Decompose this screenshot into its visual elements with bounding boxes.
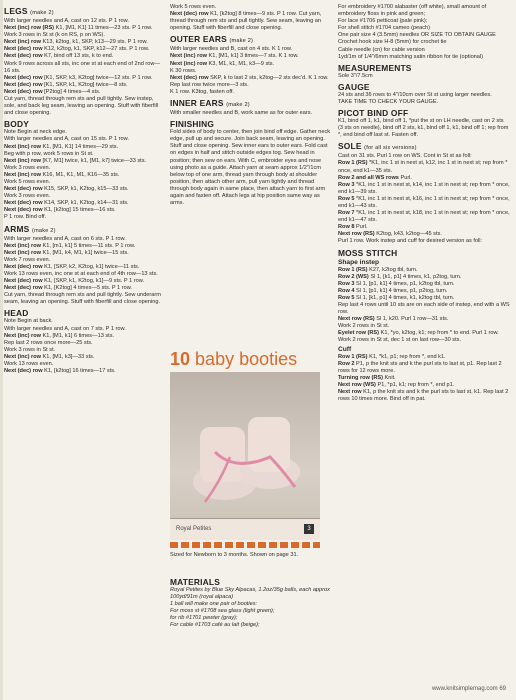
subheading-cuff: Cuff [338, 345, 352, 353]
section-heading-materials: MATERIALS [170, 577, 221, 587]
instruction-line: Row 5 Sl 1, [k1, p1] 4 times, k1, k2tog tbl, turn. [338, 294, 455, 301]
measurements-text [338, 73, 510, 80]
instruction-line: Turning row (RS) Knit. [338, 374, 396, 381]
instruction-line: Sole 3"/7.5cm [338, 72, 373, 79]
instruction-line: Next (inc) row K1, [M1, K1] 14 times—29 sts. [4, 143, 119, 150]
instruction-line: Next (dec) row K1, [SKP, k2, K2tog, k1] twice—11 sts. [4, 263, 140, 270]
instruction-line: Next (dec) row K12, k2tog, k1, SKP, k12—27 sts. P 1 row. [4, 46, 150, 53]
materials-section [170, 575, 332, 685]
arms-instructions [4, 236, 164, 307]
instruction-line: K1, bind off 1, k1, bind off 1, *put the st on LH needle, cast on 2 sts (3 sts on needle), bind off 2 sts, k1, bind off 1, k1, bind off 1; rep from *, end bind off last st. Fasten off. [338, 118, 509, 139]
instruction-line: 24 sts and 36 rows to 4"/10cm over St st using larger needles. [338, 91, 492, 98]
instruction-line: Work 9 rows across all sts, inc one st at each end of 2nd row—16 sts. [4, 60, 160, 74]
instruction-line: Cut yarn, thread through rem sts and pull tightly. Sew instep, sole, and back leg seam, leaving an opening. Stuff with fiberfill and close opening. [4, 96, 159, 117]
instruction-line: Next (inc) row K1, [M1, k4, M1, k1] twice—15 sts. [4, 249, 129, 256]
instruction-line: Next (inc) row K16, M1, K1, M1, K16—35 sts. [4, 171, 120, 178]
head-continued [170, 4, 332, 32]
decorative-stripe [170, 542, 320, 548]
photo-number-badge: 3 [304, 524, 314, 534]
instruction-line: Row 1 (RS) K1, *k1, p1; rep from *, end k1. [338, 353, 446, 360]
instruction-line: Beg with p row, work 5 rows in St st. [4, 150, 94, 157]
section-heading-inner-ears: INNER EARS (make 2) [170, 98, 250, 109]
instruction-line: Work 7 rows even. [4, 256, 51, 263]
instruction-line: Row 2 (WS) Sl 1, [k1, p1] 4 times, k1, p2tog, turn. [338, 273, 462, 280]
instruction-line: Work 2 rows in St st. [338, 323, 390, 330]
instruction-line: Cut yarn, thread through rem sts and pull tightly. Sew underarm seam, leaving an opening. Stuff with fiberfill and close opening. [4, 292, 161, 306]
section-heading-body: BODY [4, 119, 29, 130]
instruction-line: Row 8 Purl. [338, 224, 368, 231]
section-heading-measurements: MEASUREMENTS [338, 62, 412, 73]
finishing-instructions [170, 129, 332, 207]
page-footer: www.knitsimplemag.com 69 [431, 686, 506, 692]
instruction-line: Next (inc) row K3, M1, k1, M1, k3—9 sts. [170, 60, 275, 67]
instruction-line: for rib #1701 pewter (gray); [170, 615, 238, 622]
instruction-line: Next (dec) row K15, SKP, k1, K2tog, k15—33 sts. [4, 186, 129, 193]
moss-instructions [338, 267, 510, 345]
instruction-line: Row 2 and all WS rows Purl. [338, 174, 412, 181]
instruction-line: Note Begin at back. [4, 318, 53, 325]
instruction-line: Work 5 rows even. [4, 178, 51, 185]
pattern-title: 10 baby booties [170, 349, 298, 369]
instruction-line: Next (dec) row K1, [k2tog] 16 times—17 sts. [4, 368, 116, 375]
section-heading-arms: ARMS (make 2) [4, 223, 56, 234]
cuff-instructions [338, 354, 510, 404]
section-heading-finishing: FINISHING [170, 119, 215, 130]
instruction-line: Next (dec) row K1, [k2tog] 15 times—16 sts. [4, 207, 116, 214]
page-edge [0, 0, 3, 700]
instruction-line: Next (inc) row K1, [m1, k1] 5 times—11 sts. P 1 row. [4, 242, 136, 249]
subheading-instep: Shape instep [338, 258, 380, 266]
instruction-line: TAKE TIME TO CHECK YOUR GAUGE. [338, 98, 439, 105]
instruction-line: Next row (RS) Sl 1, k20. Purl 1 row—31 sts. [338, 316, 449, 323]
instruction-line: Next (inc) row K1, [M1, k1] 6 times—13 sts. [4, 332, 115, 339]
instruction-line: Eyelet row (RS) K1, *yo, k2tog, k1; rep from * to end. Purl 1 row. Work 2 rows in St st, dec 1 st on last row—30 sts. [338, 330, 499, 344]
instruction-line: Fold sides of body to center, then join bind off edge. Gather neck edge, pull up and secure. Join back seam, leaving an opening. Stuff and close opening. Sew inner ears to outer ears. Fold cast on edges in half and stitch outside edges tog. Sew head in position; then sew on ears. With C, embroider eyes and nose using photo as a guide. Attach yarn at seam approx 1/2"/1cm below top of one arm, thread yarn through body at shoulder position, then attach other arm, pull yarn tightly and thread through body again in same place, then attach yarn to first arm again and fasten off. Attach legs at hip position same way as arms. [170, 129, 331, 207]
instruction-line: K 1 row. K3tog, fasten off. [170, 88, 234, 95]
legs-instructions [4, 18, 164, 117]
instruction-line: Next row (WS) P1, *p1, k1; rep from *, end p1. [338, 381, 455, 388]
instruction-line: Cable needle (cn) for cable version [338, 46, 425, 53]
booties-photo [170, 372, 320, 540]
instruction-line: With smaller needles and B, work same as for outer ears. [170, 110, 313, 117]
instruction-line: For cable #1703 café au lait (beige); [170, 622, 260, 629]
instruction-line: Row 3 *K1, inc 1 st in next st, k14, inc 1 st in next st; rep from * once, end k1—39 sts. [338, 181, 510, 195]
instruction-line: Next (inc) row [K7, M1] twice, k1, [M1, k7] twice—33 sts. [4, 157, 147, 164]
instruction-line: Row 2 P1, p the knit sts and k the purl sts to last st, p1. Rep last 2 rows for 12 rows more. [338, 360, 502, 374]
instruction-line: Next row (RS) K2tog, k43, k2tog—45 sts. [338, 231, 442, 238]
instruction-line: Work 13 rows even, inc one st at each end of 4th row—13 sts. [4, 271, 158, 277]
instruction-line: Work 3 rows even. [4, 193, 51, 200]
instruction-line: Row 5 *K1, inc 1 st in next st, k16, inc 1 st in next st; rep from * once, end k1—43 sts. [338, 195, 510, 209]
instruction-line: Row 3 Sl 1, [p1, k1] 4 times, p1, k2tog tbl, turn. [338, 280, 455, 287]
instruction-line: Work 3 rows in St st. [4, 346, 56, 353]
section-heading-outer-ears: OUTER EARS (make 2) [170, 34, 254, 45]
section-heading-gauge: GAUGE [338, 81, 370, 92]
instruction-line: Next (dec) row [K1, SKP, k3, K2tog] twice—12 sts. P 1 row. [4, 74, 153, 81]
instruction-line: Work 5 rows even. [170, 4, 217, 10]
instruction-line: Next (dec) row [K1, SKP, k1, K2tog] twice—8 sts. [4, 81, 128, 88]
instruction-line: Next (dec) row K1, [K2tog] 4 times—5 sts. P 1 row. [4, 285, 132, 292]
instruction-line: Rep last row twice more—3 sts. [170, 81, 249, 88]
instruction-line: Rep last 4 rows until 10 sts are on each side of instep, end with a WS row. [338, 302, 510, 316]
instruction-line: Purl 1 row. Work instep and cuff for desired version as foll: [338, 238, 483, 245]
instruction-line: Crochet hook size H-8 (5mm) for crochet tie [338, 39, 447, 46]
instruction-line: Row 7 *K1, inc 1 st in next st, k18, inc 1 st in next st; rep from * once, end k1—47 sts. [338, 210, 510, 224]
instruction-line: Next (dec) row K1, [SKP, k1, K2tog, k1]—9 sts. P 1 row. [4, 278, 145, 285]
instruction-line: Next (dec) row K14, SKP, k1, K2tog, k14—31 sts. [4, 200, 129, 207]
instruction-line: Next (inc) row (RS) K1, [M1, K1] 11 times—23 sts. P 1 row. [4, 25, 153, 32]
instruction-line: Note Begin at neck edge. [4, 129, 67, 136]
section-heading-legs: LEGS (make 2) [4, 6, 54, 16]
section-heading-moss: MOSS STITCH [338, 247, 398, 258]
head-instructions [4, 318, 164, 375]
picot-text [338, 118, 510, 139]
gauge-text [338, 92, 510, 106]
instruction-line: Next (dec) row [P2tog] 4 times—4 sts. [4, 88, 101, 95]
instruction-line: With larger needles and A, cast on 6 sts. P 1 row. [4, 235, 126, 242]
instruction-line: With larger needles and B, cast on 4 sts. K 1 row. [170, 46, 293, 53]
instruction-line: Royal Petites by Blue Sky Alpacas, 1.2oz/35g balls, each approx 100yd/91m (royal alpaca) [170, 587, 330, 601]
instruction-line: 1 ball will make one pair of booties: [170, 601, 258, 608]
instruction-line: Row 1 (RS) *K1, inc 1 st in next st, k12, inc 1 st in next st; rep from * once, end k1—35 sts. [338, 160, 508, 174]
instruction-line: With larger needles and A, cast on 15 sts. P 1 row. [4, 136, 129, 143]
instruction-line: For lace #1706 petticoat (pale pink); [338, 18, 428, 25]
instruction-line: For moss st #1708 sea glass (light green); [170, 608, 275, 615]
instruction-line: For embroidery #1700 alabaster (off white), small amount of embroidery floss in pink and green; [338, 4, 487, 18]
instruction-line: Row 1 (RS) K27, k2tog tbl, turn. [338, 266, 418, 273]
instruction-line: Next (inc) row K13, k2tog, k1, SKP, k13—29 sts. P 1 row. [4, 39, 148, 46]
instruction-line: Next (dec) row K1, [k2tog] 8 times—9 sts. P 1 row. Cut yarn, thread through rem sts and pull tightly. Sew seam, leaving an opening. Stuff with fiberfill and close opening. [170, 11, 322, 32]
instruction-line: Next (inc) row K1, [M1, k1] 3 times—7 sts. K 1 row. [170, 53, 299, 60]
instruction-line: K 30 rows. [170, 67, 197, 74]
materials-list [170, 587, 332, 630]
instruction-line: For shell stitch #1704 cameo (peach) [338, 25, 431, 32]
section-heading-sole: SOLE (for all six versions) [338, 141, 417, 152]
instruction-line: Work 3 rows in St st (k on RS, p on WS). [4, 32, 105, 39]
sole-instructions [338, 153, 510, 245]
instruction-line: P 1 row. Bind off. [4, 214, 47, 221]
column-3 [338, 4, 510, 684]
size-caption: Sized for Newborn to 3 months. Shown on page 31. [170, 552, 299, 558]
instruction-line: Next row K1, p the knit sts and k the purl sts to last st, k1. Rep last 2 rows 10 times more. Bind off in pat. [338, 389, 509, 403]
instruction-line: Row 4 Sl 1, [p1, k1] 4 times, p1, p2tog, turn. [338, 287, 448, 294]
instruction-line: Cast on 31 sts. Purl 1 row on WS. Cont in St st as foll: [338, 153, 472, 160]
body-instructions [4, 129, 164, 221]
section-heading-picot: PICOT BIND OFF [338, 108, 409, 119]
outer-ears-instructions [170, 46, 332, 96]
instruction-line: One pair size 4 (3.5mm) needles OR SIZE TO OBTAIN GAUGE [338, 32, 496, 39]
instruction-line: With larger needles and A, cast on 7 sts. P 1 row. [4, 325, 126, 332]
yarn-label: Royal Petites [176, 526, 212, 532]
inner-ears-instructions [170, 110, 332, 117]
instruction-line: Next (inc) row K1, [M1, k3]—33 sts. [4, 353, 95, 360]
instruction-line: With larger needles and A, cast on 12 sts. P 1 row. [4, 18, 129, 24]
instruction-line: Rep last 2 rows once more—25 sts. [4, 339, 93, 346]
materials-continued [338, 4, 510, 61]
instruction-line: Next (dec) row SKP, k to last 2 sts, k2tog—2 sts dec'd. K 1 row. [170, 74, 329, 81]
column-1 [4, 4, 164, 684]
section-heading-head: HEAD [4, 308, 29, 319]
booties-illustration [170, 372, 320, 518]
column-2 [170, 4, 332, 354]
instruction-line: Work 3 rows even. [4, 164, 51, 171]
instruction-line: Next (dec) row K7, bind off 13 sts, k to end. [4, 53, 114, 60]
instruction-line: Work 13 rows even. [4, 361, 54, 368]
instruction-line: 1yd/1m of 1/4"/6mm matching satin ribbon for tie (optional) [338, 53, 484, 60]
